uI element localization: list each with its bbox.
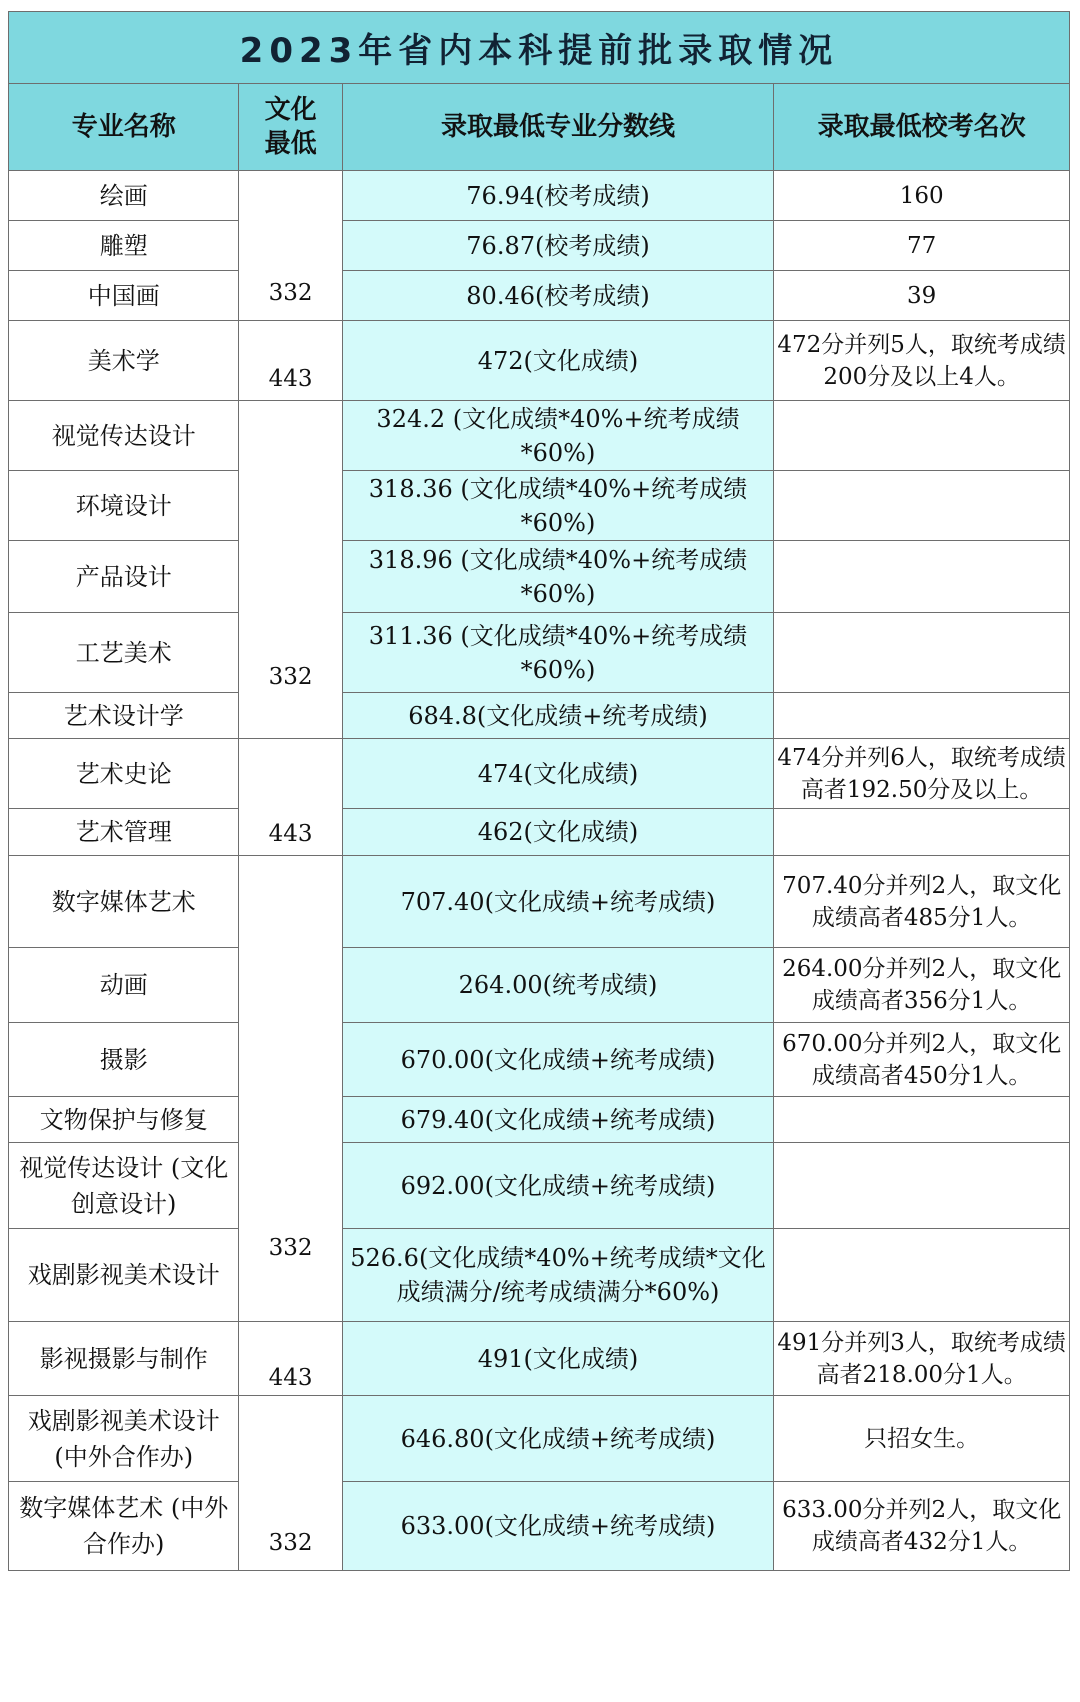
major-name: 戏剧影视美术设计: [9, 1229, 239, 1322]
major-name: 中国画: [9, 271, 239, 321]
major-name: 美术学: [9, 321, 239, 401]
rank-note: 264.00分并列2人，取文化成绩高者356分1人。: [774, 948, 1070, 1023]
rank-note: 633.00分并列2人，取文化成绩高者432分1人。: [774, 1482, 1070, 1571]
score-line: 707.40(文化成绩+统考成绩): [342, 856, 774, 948]
score-line: 318.36 (文化成绩*40%+统考成绩*60%): [342, 471, 774, 541]
table-row: [9, 221, 1070, 271]
rank-note: [774, 1229, 1070, 1322]
table-row: [9, 1396, 1070, 1482]
major-name: 绘画: [9, 171, 239, 221]
score-line: 684.8(文化成绩+统考成绩): [342, 693, 774, 739]
major-name: 摄影: [9, 1023, 239, 1097]
major-name: 产品设计: [9, 541, 239, 613]
table-row: [9, 541, 1070, 613]
rank-note: 707.40分并列2人，取文化成绩高者485分1人。: [774, 856, 1070, 948]
rank-note: [774, 401, 1070, 471]
culture-min: 443: [239, 739, 342, 856]
major-name: 戏剧影视美术设计 (中外合作办): [9, 1396, 239, 1482]
score-line: 472(文化成绩): [342, 321, 774, 401]
table-row: [9, 1229, 1070, 1322]
score-line: 474(文化成绩): [342, 739, 774, 809]
major-name: 视觉传达设计 (文化创意设计): [9, 1143, 239, 1229]
major-name: 工艺美术: [9, 613, 239, 693]
table-row: [9, 471, 1070, 541]
table-row: [9, 613, 1070, 693]
rank-note: 670.00分并列2人，取文化成绩高者450分1人。: [774, 1023, 1070, 1097]
rank-note: [774, 613, 1070, 693]
table-title: 2023年省内本科提前批录取情况: [9, 12, 1070, 84]
major-name: 艺术管理: [9, 809, 239, 856]
major-name: 环境设计: [9, 471, 239, 541]
table-row: [9, 1143, 1070, 1229]
rank-note: 491分并列3人，取统考成绩高者218.00分1人。: [774, 1322, 1070, 1396]
rank-note: [774, 541, 1070, 613]
admission-table: [8, 11, 1070, 1571]
header-rank: 录取最低校考名次: [774, 84, 1070, 171]
table-row: [9, 856, 1070, 948]
score-line: 679.40(文化成绩+统考成绩): [342, 1097, 774, 1143]
score-line: 670.00(文化成绩+统考成绩): [342, 1023, 774, 1097]
table-row: [9, 693, 1070, 739]
major-name: 动画: [9, 948, 239, 1023]
rank-note: 160: [774, 171, 1070, 221]
score-line: 526.6(文化成绩*40%+统考成绩*文化成绩满分/统考成绩满分*60%): [342, 1229, 774, 1322]
table-row: [9, 271, 1070, 321]
rank-note: [774, 1143, 1070, 1229]
rank-note: [774, 471, 1070, 541]
rank-note: 472分并列5人，取统考成绩200分及以上4人。: [774, 321, 1070, 401]
culture-min: 332: [239, 171, 342, 321]
header-row: [9, 84, 1070, 171]
table-row: [9, 1097, 1070, 1143]
score-line: 264.00(统考成绩): [342, 948, 774, 1023]
rank-note: [774, 1097, 1070, 1143]
major-name: 数字媒体艺术 (中外合作办): [9, 1482, 239, 1571]
score-line: 76.94(校考成绩): [342, 171, 774, 221]
culture-min: 332: [239, 856, 342, 1322]
header-culture: 文化 最低: [239, 84, 342, 171]
score-line: 462(文化成绩): [342, 809, 774, 856]
table-row: [9, 809, 1070, 856]
major-name: 文物保护与修复: [9, 1097, 239, 1143]
score-line: 324.2 (文化成绩*40%+统考成绩*60%): [342, 401, 774, 471]
table-row: [9, 1023, 1070, 1097]
major-name: 视觉传达设计: [9, 401, 239, 471]
major-name: 艺术设计学: [9, 693, 239, 739]
table-row: [9, 171, 1070, 221]
score-line: 76.87(校考成绩): [342, 221, 774, 271]
rank-note: 39: [774, 271, 1070, 321]
score-line: 633.00(文化成绩+统考成绩): [342, 1482, 774, 1571]
table-row: [9, 739, 1070, 809]
culture-min: 443: [239, 321, 342, 401]
culture-min: 332: [239, 1396, 342, 1571]
rank-note: [774, 809, 1070, 856]
admission-table-sheet: [8, 11, 1070, 1691]
table-row: [9, 321, 1070, 401]
major-name: 艺术史论: [9, 739, 239, 809]
rank-note: [774, 693, 1070, 739]
score-line: 646.80(文化成绩+统考成绩): [342, 1396, 774, 1482]
table-row: [9, 1482, 1070, 1571]
score-line: 80.46(校考成绩): [342, 271, 774, 321]
table-row: [9, 948, 1070, 1023]
major-name: 数字媒体艺术: [9, 856, 239, 948]
rank-note: 只招女生。: [774, 1396, 1070, 1482]
score-line: 318.96 (文化成绩*40%+统考成绩*60%): [342, 541, 774, 613]
score-line: 692.00(文化成绩+统考成绩): [342, 1143, 774, 1229]
major-name: 影视摄影与制作: [9, 1322, 239, 1396]
rank-note: 474分并列6人，取统考成绩高者192.50分及以上。: [774, 739, 1070, 809]
header-major: 专业名称: [9, 84, 239, 171]
table-row: [9, 401, 1070, 471]
major-name: 雕塑: [9, 221, 239, 271]
rank-note: 77: [774, 221, 1070, 271]
table-row: [9, 1322, 1070, 1396]
score-line: 491(文化成绩): [342, 1322, 774, 1396]
score-line: 311.36 (文化成绩*40%+统考成绩*60%): [342, 613, 774, 693]
culture-min: 443: [239, 1322, 342, 1396]
culture-min: 332: [239, 401, 342, 739]
header-score: 录取最低专业分数线: [342, 84, 774, 171]
